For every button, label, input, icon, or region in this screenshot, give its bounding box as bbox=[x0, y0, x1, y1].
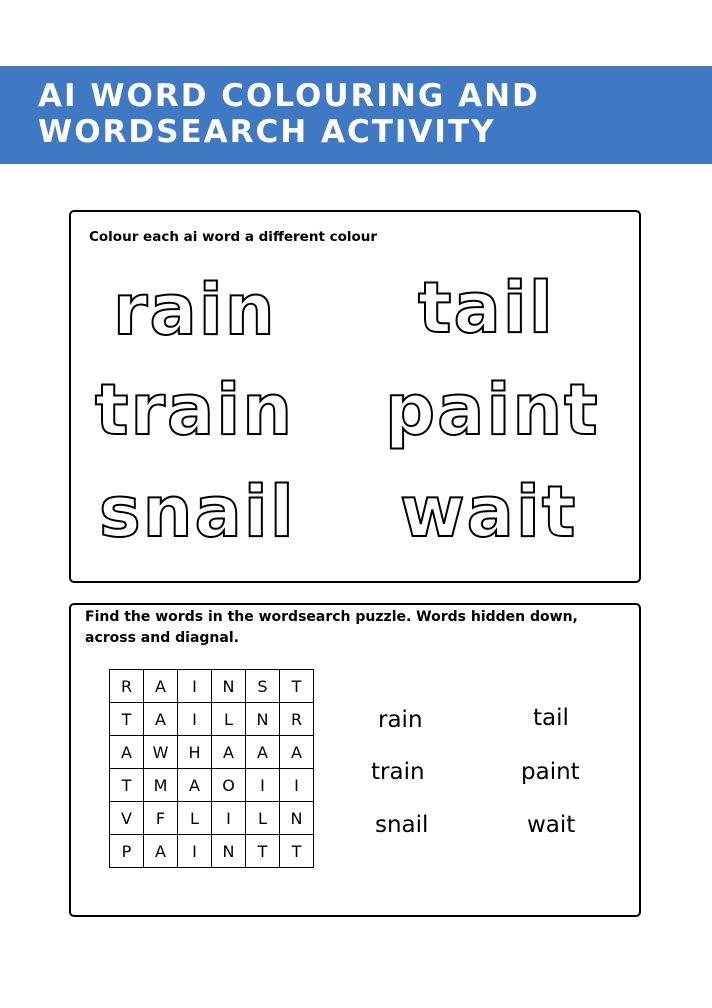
grid-cell[interactable]: I bbox=[178, 835, 212, 868]
title-line-1: AI WORD COLOURING AND bbox=[38, 78, 540, 114]
word-list-item-train: train bbox=[371, 759, 425, 785]
grid-row bbox=[110, 736, 314, 769]
grid-cell[interactable]: L bbox=[178, 802, 212, 835]
grid-cell[interactable]: I bbox=[212, 802, 246, 835]
grid-cell[interactable]: O bbox=[212, 769, 246, 802]
grid-cell[interactable]: T bbox=[280, 670, 314, 703]
grid-cell[interactable]: A bbox=[144, 670, 178, 703]
grid-cell[interactable]: P bbox=[110, 835, 144, 868]
grid-cell[interactable]: T bbox=[110, 703, 144, 736]
grid-cell[interactable]: N bbox=[212, 670, 246, 703]
outline-word-paint: paint bbox=[385, 369, 600, 451]
grid-cell[interactable]: I bbox=[178, 670, 212, 703]
outline-word-snail: snail bbox=[99, 471, 296, 553]
grid-cell[interactable]: N bbox=[212, 835, 246, 868]
grid-cell[interactable]: V bbox=[110, 802, 144, 835]
grid-cell[interactable]: L bbox=[246, 802, 280, 835]
grid-cell[interactable]: F bbox=[144, 802, 178, 835]
word-list-item-paint: paint bbox=[521, 759, 580, 785]
word-list-item-tail: tail bbox=[533, 705, 569, 731]
grid-cell[interactable]: T bbox=[110, 769, 144, 802]
outline-word-tail: tail bbox=[418, 267, 555, 349]
title-line-2: WORDSEARCH ACTIVITY bbox=[38, 114, 496, 150]
outline-word-wait: wait bbox=[400, 471, 578, 553]
grid-cell[interactable]: A bbox=[110, 736, 144, 769]
grid-row bbox=[110, 703, 314, 736]
grid-cell[interactable]: A bbox=[178, 769, 212, 802]
grid-cell[interactable]: H bbox=[178, 736, 212, 769]
wordsearch-panel bbox=[69, 603, 641, 917]
grid-row bbox=[110, 769, 314, 802]
title-banner bbox=[0, 66, 712, 164]
grid-cell[interactable]: T bbox=[280, 835, 314, 868]
page-title bbox=[38, 78, 540, 150]
grid-cell[interactable]: A bbox=[144, 703, 178, 736]
grid-row bbox=[110, 670, 314, 703]
word-list-item-snail: snail bbox=[375, 812, 429, 838]
colouring-instruction: Colour each ai word a different colour bbox=[89, 229, 378, 245]
colouring-panel bbox=[69, 210, 641, 583]
grid-cell[interactable]: R bbox=[110, 670, 144, 703]
grid-cell[interactable]: I bbox=[280, 769, 314, 802]
grid-cell[interactable]: S bbox=[246, 670, 280, 703]
grid-row bbox=[110, 835, 314, 868]
grid-cell[interactable]: I bbox=[246, 769, 280, 802]
grid-cell[interactable]: W bbox=[144, 736, 178, 769]
grid-cell[interactable]: N bbox=[246, 703, 280, 736]
wordsearch-instruction: Find the words in the wordsearch puzzle. Words hidden down, across and diagnal. bbox=[85, 609, 578, 646]
grid-cell[interactable]: A bbox=[144, 835, 178, 868]
grid-cell[interactable]: A bbox=[212, 736, 246, 769]
grid-cell[interactable]: A bbox=[246, 736, 280, 769]
grid-cell[interactable]: I bbox=[178, 703, 212, 736]
grid-cell[interactable]: A bbox=[280, 736, 314, 769]
outline-word-train: train bbox=[95, 369, 295, 451]
grid-cell[interactable]: N bbox=[280, 802, 314, 835]
grid-cell[interactable]: M bbox=[144, 769, 178, 802]
grid-cell[interactable]: L bbox=[212, 703, 246, 736]
grid-cell[interactable]: T bbox=[246, 835, 280, 868]
grid-cell[interactable]: R bbox=[280, 703, 314, 736]
word-list-item-rain: rain bbox=[378, 707, 423, 733]
grid-row bbox=[110, 802, 314, 835]
word-list-item-wait: wait bbox=[527, 812, 576, 838]
wordsearch-grid bbox=[109, 669, 314, 868]
outline-word-rain: rain bbox=[113, 269, 277, 351]
